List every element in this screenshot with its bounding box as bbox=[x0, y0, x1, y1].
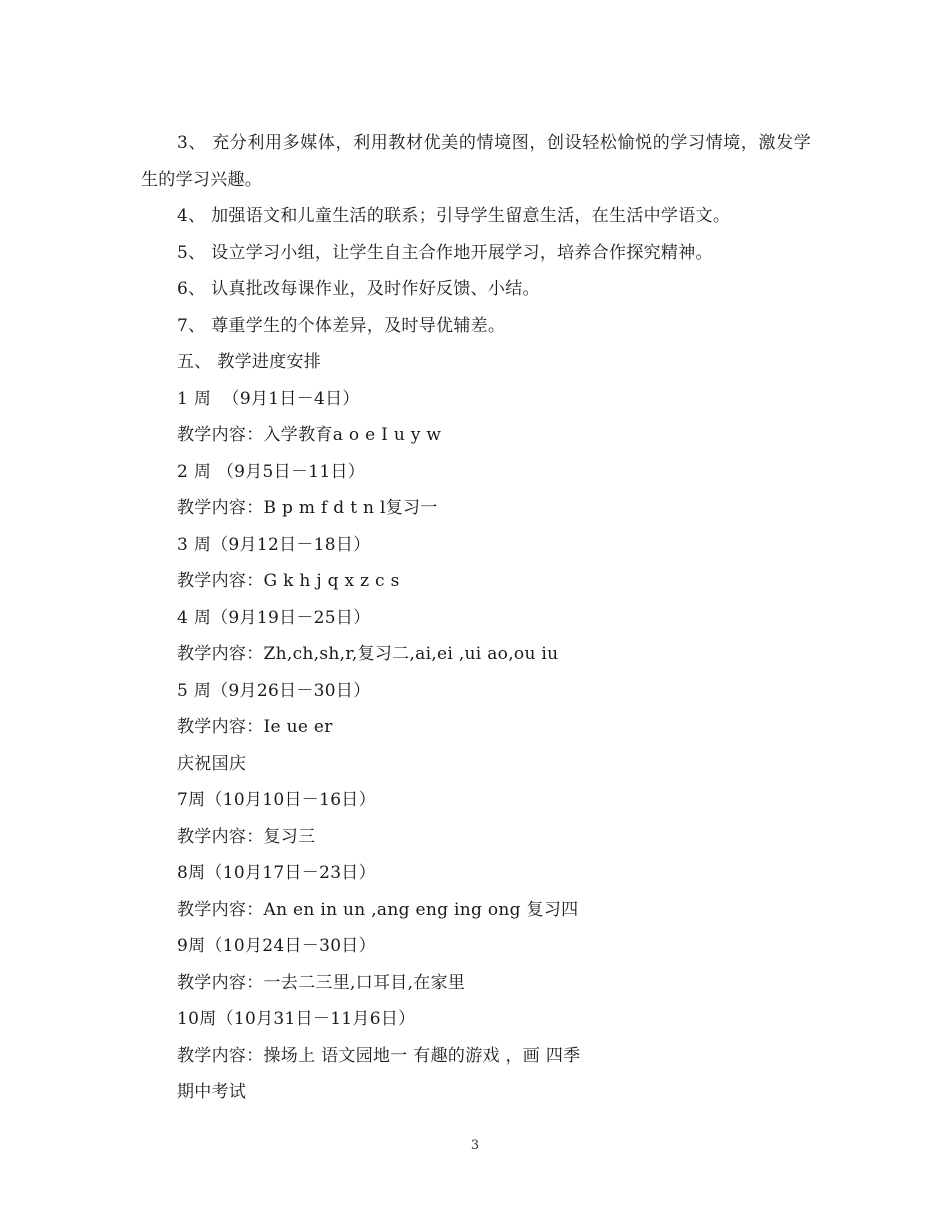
content-line: 教学内容：一去二三里,口耳目,在家里 bbox=[177, 972, 466, 993]
week-line: 3 周（9月12日－18日） bbox=[177, 534, 371, 555]
week-line: 1 周 （9月1日－4日） bbox=[177, 388, 360, 409]
paragraph-item-7: 7、 尊重学生的个体差异，及时导优辅差。 bbox=[177, 315, 506, 336]
content-line: 教学内容：复习三 bbox=[177, 826, 316, 847]
page-number: 3 bbox=[470, 1138, 480, 1153]
paragraph-item-5: 5、 设立学习小组，让学生自主合作地开展学习，培养合作探究精神。 bbox=[177, 242, 713, 263]
content-line: 教学内容：Ie ue er bbox=[177, 717, 333, 737]
holiday-line: 庆祝国庆 bbox=[177, 753, 247, 774]
paragraph-item-3: 3、 充分利用多媒体，利用教材优美的情境图，创设轻松愉悦的学习情境，激发学生的学习兴趣。 bbox=[141, 133, 811, 190]
document-body bbox=[141, 125, 811, 1111]
content-line: 教学内容：入学教育a o e I u y w bbox=[177, 425, 442, 445]
content-line: 教学内容：Zh,ch,sh,r,复习二,ai,ei ,ui ao,ou iu bbox=[177, 644, 559, 664]
paragraph-item-4: 4、 加强语文和儿童生活的联系；引导学生留意生活，在生活中学语文。 bbox=[177, 206, 731, 226]
week-line: 7周（10月10日－16日） bbox=[177, 790, 376, 810]
content-line: 教学内容：操场上 语文园地一 有趣的游戏 ，画 四季 bbox=[177, 1045, 581, 1066]
paragraph-item-6: 6、 认真批改每课作业，及时作好反馈、小结。 bbox=[177, 279, 540, 299]
week-line: 4 周（9月19日－25日） bbox=[177, 607, 371, 628]
content-line: 教学内容：G k h j q x z c s bbox=[177, 571, 400, 591]
exam-line: 期中考试 bbox=[177, 1082, 247, 1102]
content-line: 教学内容：B p m f d t n l复习一 bbox=[177, 498, 438, 518]
week-line: 8周（10月17日－23日） bbox=[177, 863, 376, 883]
week-line: 9周（10月24日－30日） bbox=[177, 936, 376, 956]
content-line: 教学内容：An en in un ,ang eng ing ong 复习四 bbox=[177, 899, 579, 920]
week-line: 5 周（9月26日－30日） bbox=[177, 680, 371, 701]
section-heading-schedule: 五、 教学进度安排 bbox=[177, 352, 322, 372]
week-line: 10周（10月31日－11月6日） bbox=[177, 1009, 416, 1029]
week-line: 2 周 （9月5日－11日） bbox=[177, 461, 366, 482]
